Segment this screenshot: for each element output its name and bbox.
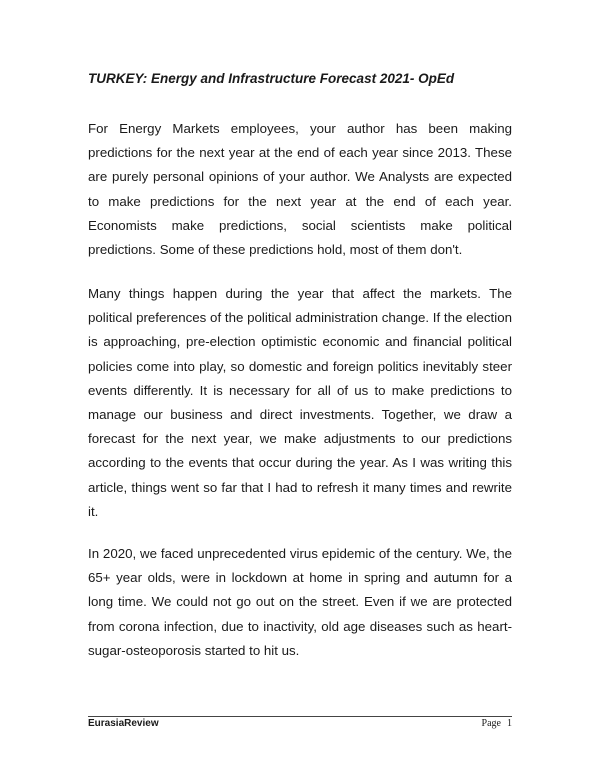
footer-divider bbox=[88, 716, 512, 717]
paragraph-2: Many things happen during the year that affect the markets. The political preferences of the political administration change. If the election is approaching, pre-election optimistic economic and financial political policies come into play, so domestic and foreign politics inevitably steer events differently. It is necessary for all of us to make predictions to manage our business and direct investments. Together, we draw a forecast for the next year, we make adjustments to our predictions according to the events that occur during the year. As I was writing this article, things went so far that I had to refresh it many times and rewrite it. bbox=[88, 286, 512, 519]
article-title: TURKEY: Energy and Infrastructure Forecast 2021- OpEd bbox=[88, 71, 455, 86]
footer-publisher: EurasiaReview bbox=[88, 718, 159, 729]
paragraph-3: In 2020, we faced unprecedented virus epidemic of the century. We, the 65+ year olds, were in lockdown at home in spring and autumn for a long time. We could not go out on the street. Even if we are protected from corona infection, due to inactivity, old age diseases such as heart-sugar-osteoporosis started to hit us. bbox=[88, 546, 512, 658]
page-number: 1 bbox=[507, 718, 512, 729]
page-indicator bbox=[482, 718, 512, 729]
page-label: Page bbox=[481, 718, 501, 729]
paragraph-1: For Energy Markets employees, your author has been making predictions for the next year at the end of each year since 2013. These are purely personal opinions of your author. We Analysts are expected to make predictions for the next year at the end of each year. Economists make predictions, social scientists make political predictions. Some of these predictions hold, most of them don't. bbox=[88, 121, 512, 258]
